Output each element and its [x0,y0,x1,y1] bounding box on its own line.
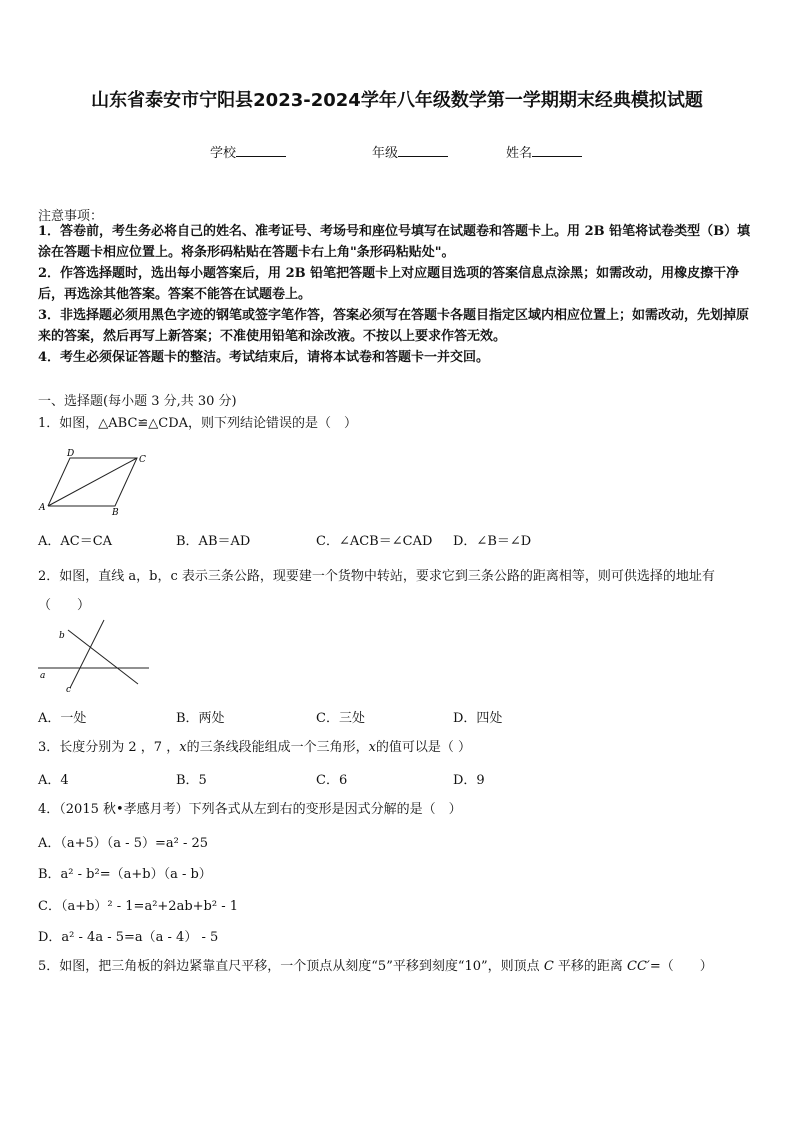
question-5-stem-part1: 5．如图，把三角板的斜边紧靠直尺平移，一个顶点从刻度“5”平移到刻度“10”，则顶点 [38,959,544,974]
question-3-stem-part1: 3．长度分别为 2 ，7 ， [38,740,180,755]
question-2-option-a: A．一处 [38,711,87,726]
question-2-option-b: B．两处 [176,711,225,726]
grade-field [372,142,448,161]
question-5-var-cc: CC′ [627,959,650,974]
question-2-option-c: C．三处 [316,711,365,726]
label-d: D [67,449,75,459]
question-5-stem [38,957,758,977]
note-item-3: 3．非选择题必须用黑色字迹的钢笔或签字笔作答，答案必须写在答题卡各题目指定区域内相应位置上；如需改动，先划掉原来的答案，然后再写上新答案；不准使用铅笔和涂改液。不按以上要求作答无效。 [38,308,750,344]
question-4-option-c: C．（a+b）² - 1=a²+2ab+b² - 1 [38,899,238,914]
question-3-var-x2: x [368,740,376,755]
grade-blank [398,144,448,157]
grade-label: 年级 [372,146,399,161]
school-field [210,142,286,161]
note-item-1: 1．答卷前，考生务必将自己的姓名、准考证号、考场号和座位号填写在试题卷和答题卡上。用 2B 铅笔将试卷类型（B）填涂在答题卡相应位置上。将条形码粘贴在答题卡右上角"条形码粘贴处"。 [38,224,751,260]
question-3-stem [38,738,758,758]
page-title: 山东省泰安市宁阳县2023-2024学年八年级数学第一学期期末经典模拟试题 [91,90,703,111]
label-c: C [139,455,146,465]
line-b [68,630,138,684]
question-3-option-d: D．9 [453,773,485,788]
question-3-option-b: B．5 [176,773,207,788]
label-b-line: b [59,631,65,641]
question-3-stem-part3: 的值可以是（ ） [375,740,472,755]
note-item-4: 4．考生必须保证答题卡的整洁。考试结束后，请将本试卷和答题卡一并交回。 [38,350,490,365]
question-3-stem-part2: 的三条线段能组成一个三角形， [186,740,369,755]
name-blank [532,144,582,157]
question-2-option-d: D．四处 [453,711,503,726]
diagonal-ac [48,458,137,506]
question-1-stem: 1．如图，△ABC≌△CDA，则下列结论错误的是（ ） [38,416,358,431]
label-c-line: c [66,685,72,695]
question-4-option-b: B．a² - b²=（a+b）（a - b） [38,867,212,882]
question-3-option-a: A．4 [38,773,69,788]
question-2-stem: 2．如图，直线 a，b，c 表示三条公路，现要建一个货物中转站，要求它到三条公路的距离相等，则可供选择的地址有（ ） [38,569,715,613]
question-1-figure [36,447,148,517]
question-4-option-d: D．a² - 4a - 5=a（a - 4） - 5 [38,930,219,945]
question-4-option-a: A．（a+5）（a - 5）=a² - 25 [38,836,209,851]
label-b: B [112,508,119,517]
notes-heading: 注意事项： [38,209,104,224]
section-heading: 一、选择题(每小题 3 分,共 30 分) [38,394,237,409]
question-1-option-b: B．AB＝AD [176,534,251,549]
question-1-option-c: C．∠ACB＝∠CAD [316,534,433,549]
question-1-option-a: A．AC＝CA [38,534,113,549]
note-item-2: 2．作答选择题时，选出每小题答案后，用 2B 铅笔把答题卡上对应题目选项的答案信息点涂黑；如需改动，用橡皮擦干净后，再选涂其他答案。答案不能答在试题卷上。 [38,266,740,302]
question-3-option-c: C．6 [316,773,348,788]
name-field [506,142,582,161]
question-3-var-x: x [179,740,187,755]
school-blank [236,144,286,157]
question-2-figure [36,616,156,696]
name-label: 姓名 [506,146,533,161]
question-5-stem-part3: =（ ） [649,959,713,974]
school-label: 学校 [210,146,237,161]
question-1-option-d: D．∠B＝∠D [453,534,532,549]
question-5-stem-part2: 平移的距离 [553,959,628,974]
label-a: A [39,503,46,513]
question-4-stem: 4．（2015 秋•孝感月考）下列各式从左到右的变形是因式分解的是（ ） [38,802,462,817]
question-5-var-c: C [543,959,554,974]
label-a-line: a [40,671,46,681]
